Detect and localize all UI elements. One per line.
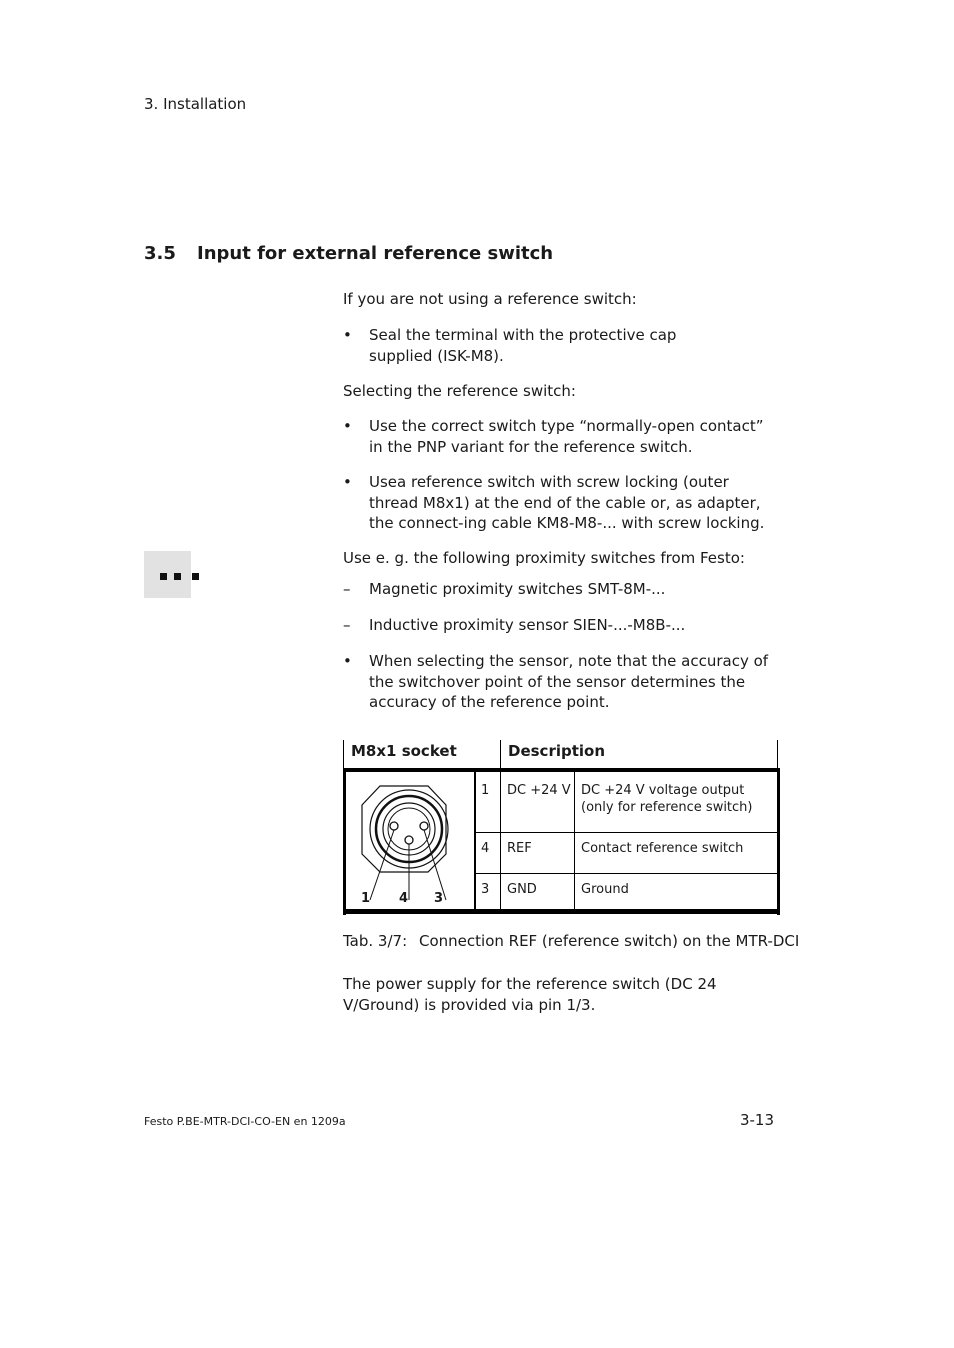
table-cell-description: Contact reference switch (581, 841, 744, 856)
table-cell-description: (only for reference switch) (581, 800, 753, 815)
running-head: 3. Installation (144, 95, 247, 113)
section-number: 3.5 (144, 243, 176, 264)
table-cell-description: Ground (581, 882, 629, 897)
festo-paragraph: Use e. g. the following proximity switches from Festo: (343, 549, 745, 567)
bullet-text: Usea reference switch with screw locking (outer thread M8x1) at the end of the cable or, as adapter, the connect-ing cable KM8-M8-... with screw locking. (369, 473, 765, 532)
bullet-mark: • (343, 652, 352, 670)
table-caption (343, 932, 799, 950)
table-cell-pin: 1 (481, 783, 490, 798)
caption-label: Tab. 3/7: (343, 932, 408, 950)
table-cell-signal: GND (507, 882, 537, 897)
bullet-item (343, 325, 783, 367)
dash-mark: – (343, 616, 351, 634)
pin-label: 4 (399, 891, 409, 906)
intro-paragraph: If you are not using a reference switch: (343, 290, 637, 308)
table-cell-pin: 3 (481, 882, 490, 897)
dash-text: Magnetic proximity switches SMT-8M-... (369, 580, 666, 598)
bullet-mark: • (343, 326, 352, 344)
m8-socket-diagram (346, 772, 474, 909)
bullet-text: Seal the terminal with the protective cap supplied (ISK-M8). (369, 326, 677, 365)
table-cell-description: DC +24 V voltage output (581, 783, 745, 798)
bullet-item (343, 651, 783, 713)
bullet-mark: • (343, 417, 352, 435)
bullet-text: When selecting the sensor, note that the accuracy of the switchover point of the sensor determines the accuracy of the reference point. (369, 652, 769, 711)
bullet-item (343, 416, 783, 458)
table-cell-signal: DC +24 V (507, 783, 571, 798)
dash-item (343, 615, 783, 636)
dash-mark: – (343, 580, 351, 598)
bullet-item (343, 472, 783, 534)
table-header-socket: M8x1 socket (351, 742, 457, 760)
pin-label: 3 (434, 891, 444, 906)
table-cell-signal: REF (507, 841, 532, 856)
pin-label: 1 (361, 891, 371, 906)
table-cell-pin: 4 (481, 841, 490, 856)
footer-document-id: Festo P.BE-MTR-DCI-CO-EN en 1209a (144, 1115, 346, 1128)
bullet-text: Use the correct switch type “normally-open contact” in the PNP variant for the reference switch. (369, 417, 764, 456)
note-squares-icon (144, 551, 191, 598)
bullet-mark: • (343, 473, 352, 491)
page-number: 3-13 (739, 1111, 774, 1129)
dash-text: Inductive proximity sensor SIEN-...-M8B-... (369, 616, 686, 634)
dash-item (343, 579, 783, 600)
pin-assignment-table (343, 740, 780, 915)
caption-text: Connection REF (reference switch) on the MTR-DCI (419, 932, 800, 950)
power-supply-paragraph: The power supply for the reference switch (DC 24 V/Ground) is provided via pin 1/3. (343, 975, 717, 1014)
selecting-paragraph: Selecting the reference switch: (343, 382, 576, 400)
table-header-description: Description (508, 742, 606, 760)
section-title: Input for external reference switch (197, 243, 554, 264)
